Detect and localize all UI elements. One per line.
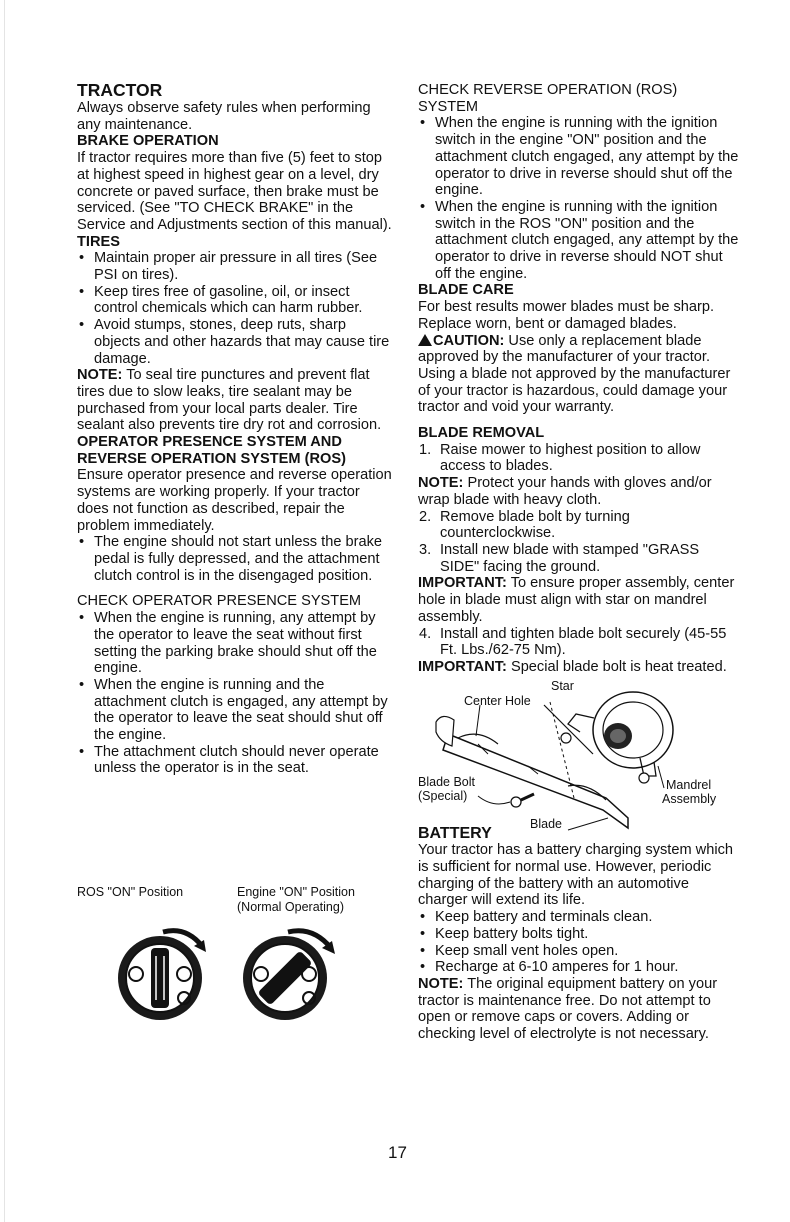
step-number: 3. [419,541,432,558]
battery-note [418,976,740,1043]
battery-list [418,909,740,976]
tires-list [77,250,395,367]
ros-on-caption: ROS "ON" Position [77,885,184,899]
blade-label: Blade [530,816,562,831]
list-item: • When the engine is running with the ignition switch in the ROS "ON" position and the attachment clutch engaged, any attempt by the operator to drive in reverse should NOT shut off the engine. [418,199,740,283]
special-label: (Special) [418,788,468,803]
important-paragraph [418,575,740,625]
normal-operating-caption: (Normal Operating) [237,900,344,914]
tractor-text: Always observe safety rules when performing any maintenance. [77,100,371,133]
note-label: NOTE: [418,975,464,992]
blade-bolt-icon [511,794,534,807]
step-number: 2. [419,508,432,525]
list-item: • Keep battery and terminals clean. [418,909,740,926]
page-number: 17 [388,1143,407,1162]
brake-text: If tractor requires more than five (5) feet to stop at highest speed in highest gear on a level, dry concrete or paved surface, then brake must be serviced. (See "TO CHECK BRAKE" in the Service and Adjustments section of this manual). [77,150,392,233]
list-item [418,442,740,475]
important-text: To ensure proper assembly, center hole in blade must align with star on mandrel assembly. [418,575,735,625]
assembly-label: Assembly [662,791,717,806]
blade-removal-steps-a [418,442,740,475]
important-label: IMPORTANT: [418,658,507,675]
list-item: • Keep tires free of gasoline, oil, or insect control chemicals which can harm rubber. [77,284,395,317]
scan-edge-line [4,0,5,1222]
list-item [418,509,740,542]
check-ops-heading: CHECK OPERATOR PRESENCE SYSTEM [77,593,362,610]
blade-removal-steps-c [418,626,740,659]
step-number: 4. [419,625,432,642]
list-item: • When the engine is running with the ignition switch in the engine "ON" position and the attachment clutch engaged, any attempt by the operator to drive in reverse should shut off the engine. [418,115,740,199]
check-ops-list [77,610,395,777]
blade-removal-heading: BLADE REMOVAL [418,425,545,442]
note-text: To seal tire punctures and prevent flat tires due to slow leaks, tire sealant may be purchased from your local parts dealer. Tire sealant also prevents tire dry rot and corrosion. [77,367,382,434]
step-text: Raise mower to highest position to allow access to blades. [440,441,701,475]
ops-text: Ensure operator presence and reverse operation systems are working properly. If your tractor does not function as described, repair the problem immediately. [77,467,392,534]
list-item: • When the engine is running and the attachment clutch is engaged, any attempt by the operator to leave the seat should shut off the engine. [77,677,395,744]
list-item: • Keep small vent holes open. [418,943,740,960]
right-column [418,80,740,1043]
step-number: 1. [419,441,432,458]
check-ros-list [418,115,740,282]
center-hole-label: Center Hole [464,693,531,708]
check-ros-heading: CHECK REVERSE OPERATION (ROS) SYSTEM [418,82,678,115]
warning-triangle-icon [418,334,432,346]
battery-text: Your tractor has a battery charging system which is sufficient for normal use. However, periodic charging of the battery with an automotive charger will extend its life. [418,842,733,909]
list-item [418,626,740,659]
caution-paragraph [418,333,740,417]
ops-list [77,534,395,584]
blade-assembly-diagram [418,678,740,838]
note-label: NOTE: [77,367,123,384]
blade-care-heading: BLADE CARE [418,282,514,299]
ignition-switch-engine-illustration [233,920,343,1030]
tires-heading: TIRES [77,233,120,250]
engine-on-caption: Engine "ON" Position [237,885,355,899]
caution-text: Use only a replacement blade approved by the manufacturer of your tractor. Using a blade not approved by the manufacturer of your tractor is hazardous, could damage your tractor and void your warranty. [418,332,731,416]
list-item: • Recharge at 6-10 amperes for 1 hour. [418,959,740,976]
important-paragraph-2 [418,659,740,676]
brake-heading: BRAKE OPERATION [77,133,219,150]
important-label: IMPORTANT: [418,575,507,592]
blade-bolt-label: Blade Bolt [418,774,475,789]
battery-heading: BATTERY [418,824,492,842]
tractor-heading: TRACTOR [77,80,163,100]
list-item [418,542,740,575]
step-text: Remove blade bolt by turning counterclockwise. [440,508,630,542]
note-text: The original equipment battery on your tractor is maintenance free. Do not attempt to open or remove caps or covers. Adding or checking level of electrolyte is not necessary. [418,975,718,1043]
star-label: Star [551,678,574,693]
tire-note [77,367,395,434]
blade-note [418,475,740,508]
caution-label: CAUTION: [433,332,505,349]
list-item: • The engine should not start unless the brake pedal is fully depressed, and the attachment clutch control is in the disengaged position. [77,534,395,584]
list-item: • Avoid stumps, stones, deep ruts, sharp objects and other hazards that may cause tire damage. [77,317,395,367]
step-text: Install and tighten blade bolt securely (45-55 Ft. Lbs./62-75 Nm). [440,625,727,659]
note-text: Protect your hands with gloves and/or wrap blade with heavy cloth. [418,475,712,508]
ignition-switch-ros-illustration [108,920,218,1030]
step-text: Install new blade with stamped "GRASS SIDE" facing the ground. [440,541,700,575]
left-column [77,80,395,777]
list-item: • Keep battery bolts tight. [418,926,740,943]
blade-care-text: For best results mower blades must be sharp. Replace worn, bent or damaged blades. [418,299,715,332]
list-item: • When the engine is running, any attempt by the operator to leave the seat without first setting the parking brake should shut off the engine. [77,610,395,677]
list-item: • Maintain proper air pressure in all tires (See PSI on tires). [77,250,395,283]
important-text: Special blade bolt is heat treated. [506,658,727,675]
blade-removal-steps-b [418,509,740,576]
note-label: NOTE: [418,475,464,492]
ops-heading: OPERATOR PRESENCE SYSTEM AND REVERSE OPERATION SYSTEM (ROS) [77,434,346,467]
list-item: • The attachment clutch should never operate unless the operator is in the seat. [77,744,395,777]
mandrel-label: Mandrel [666,777,712,792]
